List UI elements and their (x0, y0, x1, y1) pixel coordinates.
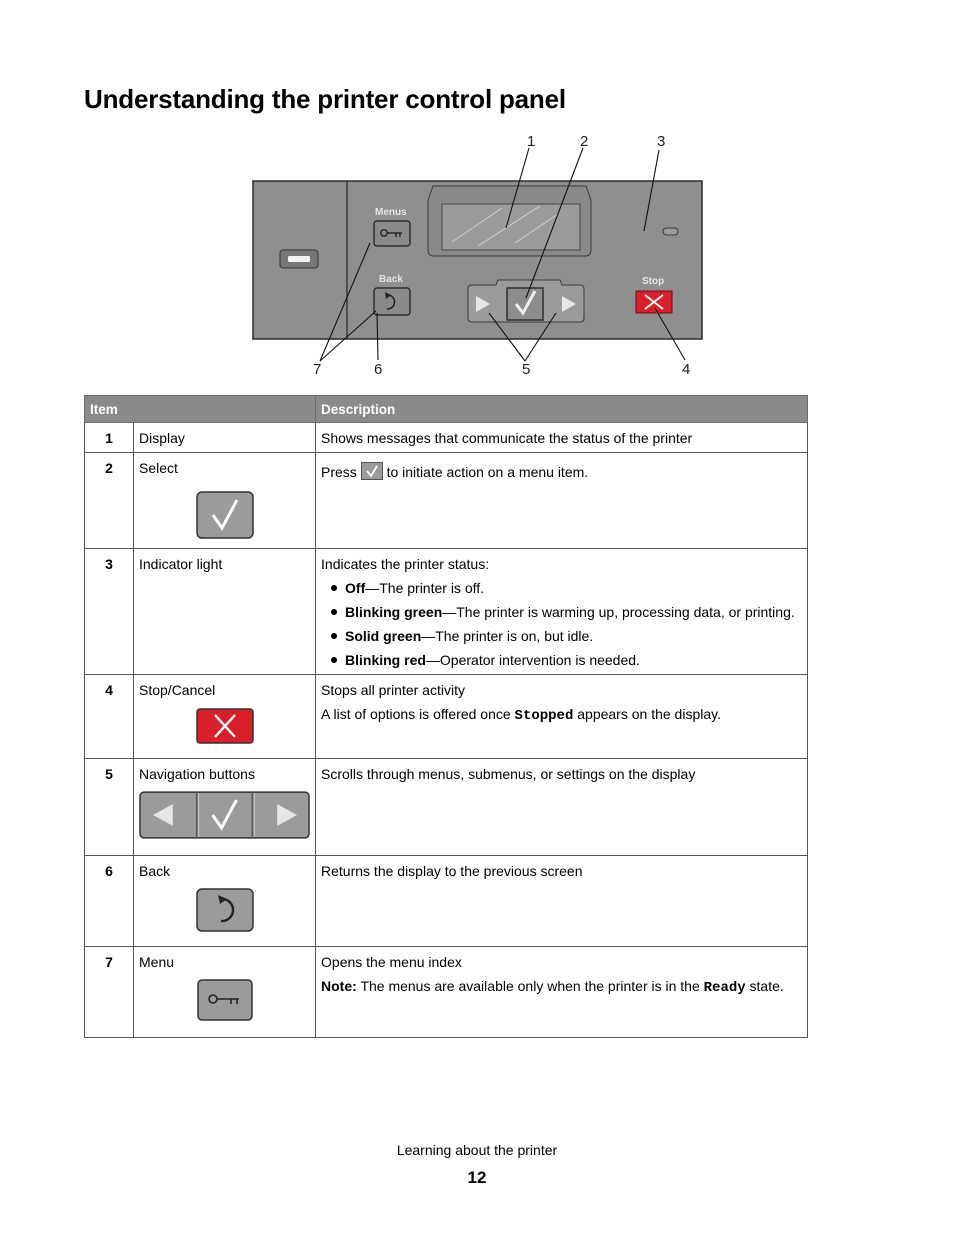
desc-text: Opens the menu index (321, 954, 462, 970)
header-item: Item (85, 396, 316, 423)
item-name: Menu (139, 954, 175, 970)
select-check-icon (196, 491, 254, 539)
table-row (85, 549, 808, 675)
item-description: Returns the display to the previous screen (316, 856, 808, 947)
item-cell (134, 759, 316, 856)
menus-label: Menus (375, 207, 407, 218)
desc-text: Press (321, 464, 357, 480)
item-number: 2 (85, 453, 134, 549)
table-row (85, 675, 808, 759)
list-item: Blinking green—The printer is warming up, processing data, or printing. (321, 603, 802, 621)
item-name: Display (134, 423, 316, 453)
item-description: Shows messages that communicate the status of the printer (316, 423, 808, 453)
power-button (280, 250, 318, 268)
item-name: Navigation buttons (139, 766, 255, 782)
menu-button (374, 221, 410, 246)
table-row (85, 453, 808, 549)
page-number: 12 (467, 1168, 487, 1187)
item-number: 3 (85, 549, 134, 675)
control-panel-table (84, 395, 808, 1038)
indicator-light (663, 228, 678, 235)
callout-4: 4 (682, 361, 691, 378)
item-name: Select (139, 460, 178, 476)
table-row (85, 947, 808, 1038)
item-cell (134, 856, 316, 947)
navigation-buttons-icon (139, 791, 310, 839)
desc-text: A list of options is offered once Stopped appears on the display. (321, 706, 721, 724)
desc-text: Stops all printer activity (321, 682, 465, 698)
note-text: Note: The menus are available only when the printer is in the Ready state. (321, 978, 784, 996)
desc-text: Indicates the printer status: (321, 556, 490, 572)
item-description (316, 453, 808, 549)
item-cell (134, 675, 316, 759)
callout-3: 3 (657, 133, 666, 150)
item-name: Indicator light (134, 549, 316, 675)
table-row (85, 423, 808, 453)
list-item: Blinking red—Operator intervention is needed. (321, 651, 802, 669)
status-list (321, 579, 802, 669)
callout-5: 5 (522, 361, 531, 378)
footer-section-title: Learning about the printer (396, 1142, 558, 1158)
item-number: 4 (85, 675, 134, 759)
stop-label: Stop (642, 276, 665, 287)
back-button (374, 288, 410, 315)
item-cell (134, 947, 316, 1038)
callout-6: 6 (374, 361, 383, 378)
page-title: Understanding the printer control panel (84, 84, 566, 114)
menu-key-icon (197, 979, 253, 1021)
desc-text: to initiate action on a menu item. (386, 464, 589, 480)
header-description: Description (316, 396, 808, 423)
list-item: Off—The printer is off. (321, 579, 802, 597)
item-description (316, 947, 808, 1038)
list-item: Solid green—The printer is on, but idle. (321, 627, 802, 645)
table-row (85, 856, 808, 947)
navigation-buttons (468, 280, 584, 322)
control-panel-illustration (240, 128, 720, 380)
item-description: Scrolls through menus, submenus, or settings on the display (316, 759, 808, 856)
stop-x-icon (196, 708, 254, 744)
item-name: Stop/Cancel (139, 682, 216, 698)
item-number: 7 (85, 947, 134, 1038)
stop-button (636, 291, 672, 313)
item-number: 1 (85, 423, 134, 453)
table-header-row (85, 396, 808, 423)
table-row (85, 759, 808, 856)
display-screen (428, 186, 591, 256)
back-arrow-icon (196, 888, 254, 932)
item-cell (134, 453, 316, 549)
back-label: Back (379, 274, 403, 285)
callout-2: 2 (580, 133, 589, 150)
callout-1: 1 (527, 133, 536, 150)
select-check-icon (361, 462, 383, 480)
item-number: 5 (85, 759, 134, 856)
control-panel-diagram (240, 128, 720, 380)
item-number: 6 (85, 856, 134, 947)
item-description (316, 675, 808, 759)
item-description (316, 549, 808, 675)
item-name: Back (139, 863, 171, 879)
callout-7: 7 (313, 361, 322, 378)
